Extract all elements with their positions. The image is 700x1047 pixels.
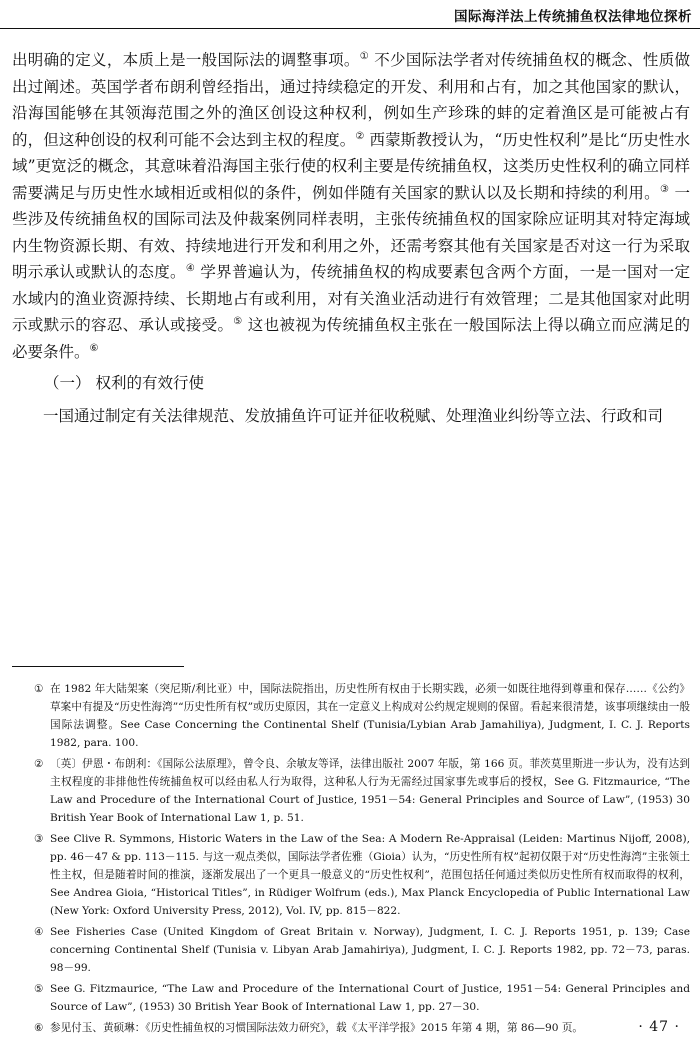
section-heading	[44, 372, 204, 394]
footnotes	[12, 680, 690, 1040]
footnote-rule	[12, 666, 184, 667]
footnote-item	[12, 680, 690, 752]
footnote-item	[12, 980, 690, 1016]
footnote-number: ①	[34, 683, 44, 695]
footnote-item	[12, 923, 690, 977]
body-text	[12, 47, 690, 365]
text-run: 学界普遍认为，传统捕鱼权的构成要素包含两个方面，一是一国对一定水域内的渔业资源持续、长期地占有或利用，对有关渔业活动进行有效管理；二是其他国家对此明示或默示的容忍、承认或接受。	[12, 263, 690, 334]
footnote-text: 参见付玉、黄硕琳：《历史性捕鱼权的习惯国际法效力研究》，载《太平洋学报》2015 年第 4 期，第 86—90 页。	[50, 1022, 584, 1034]
footnote-item	[12, 1019, 690, 1037]
footnote-item	[12, 755, 690, 827]
text-run: 西蒙斯教授认为，“历史性权利”是比“历史性水域”更宽泛的概念，其意味着沿海国主张行使的权利主要是传统捕鱼权，这类历史性权利的确立同样需要满足与历史性水域相近或相似的条件，例如伴随有关国家的默认以及长期和持续的利用。	[12, 130, 690, 202]
footnote-marker[interactable]: ①	[359, 50, 369, 62]
footnote-number: ④	[34, 926, 44, 938]
section-number: （一）	[44, 374, 91, 392]
running-header-title: 国际海洋法上传统捕鱼权法律地位探析	[454, 9, 692, 25]
footnote-item	[12, 830, 690, 920]
text-run: 一些涉及传统捕鱼权的国际司法及仲裁案例同样表明，主张传统捕鱼权的国家除应证明其对特定海域内生物资源长期、有效、持续地进行开发和利用之外，还需考察其他有关国家是否对这一行为采取明示承认或默认的态度。	[12, 183, 690, 281]
footnote-marker[interactable]: ②	[355, 130, 365, 142]
section-title: 权利的有效行使	[95, 374, 204, 392]
footnote-text: See Clive R. Symmons, Historic Waters in the Law of the Sea: A Modern Re-Appraisal (Leiden: Martinus Nijoff, 2008), pp. 46－47 & pp. 113－115. 与这一观点类似，国际法学者佐雅（Gioia）认为，“历史性所有权”起初仅限于对“历史性海湾”主张领土性主权，但是随着时间的推演，逐渐发展出了一个更具一般意义的“历史性权利”，范围包括任何通过类似历史性所有权而取得的权利，See Andrea Gioia, “Historical Titles”, in Rüdiger Wolfrum (eds.), Max Planck Encyclopedia of Public International Law (New York: Oxford University Press, 2012), Vol. IV, pp. 815－822.	[50, 833, 690, 917]
text-run: 出明确的定义，本质上是一般国际法的调整事项。	[12, 51, 360, 69]
body-paragraph	[12, 47, 690, 365]
footnote-marker[interactable]: ⑤	[233, 315, 243, 327]
footnote-text: 在 1982 年大陆架案（突尼斯/利比亚）中，国际法院指出，历史性所有权由于长期实践，必须一如既往地得到尊重和保存……《公约》草案中有提及“历史性海湾”“历史性所有权”或历史原因，其在一定意义上构成对公约规定规则的保留。看起来很清楚，该事项继续由一般国际法调整。See Case Concerning the Continental Shelf (Tunisia/Lybian Arab Jamahiliya), Judgment, I. C. J. Reports 1982, para. 100.	[50, 683, 690, 749]
footnote-marker[interactable]: ④	[185, 262, 196, 274]
footnote-marker[interactable]: ⑥	[89, 342, 99, 354]
footnote-number: ⑥	[34, 1022, 44, 1034]
section-body	[12, 403, 690, 430]
header-rule	[0, 28, 700, 29]
text-run: 不少国际法学者对传统捕鱼权的概念、性质做出过阐述。英国学者布朗利曾经指出，通过持续稳定的开发、利用和占有，加之其他国家的默认，沿海国能够在其领海范围之外的渔区创设这种权利，例如生产珍珠的蚌的定着渔区是可能被占有的，但这种创设的权利可能不会达到主权的程度。	[12, 51, 690, 149]
section-paragraph: 一国通过制定有关法律规范、发放捕鱼许可证并征收税赋、处理渔业纠纷等立法、行政和司	[43, 407, 664, 425]
footnote-number: ③	[34, 833, 44, 845]
footnote-number: ②	[34, 758, 44, 770]
running-header	[0, 0, 700, 30]
text-run: 这也被视为传统捕鱼权主张在一般国际法上得以确立而应满足的必要条件。	[12, 316, 690, 361]
page-number: · 47 ·	[638, 1019, 680, 1035]
footnote-marker[interactable]: ③	[659, 183, 670, 195]
footnote-text: See G. Fitzmaurice, “The Law and Procedure of the International Court of Justice, 1951－54: General Principles and Source of Law”, (1953) 30 British Year Book of International Law 1, pp. 27－30.	[50, 983, 690, 1013]
footnote-text: 〔英〕伊恩・布朗利：《国际公法原理》，曾令良、余敏友等译，法律出版社 2007 年版，第 166 页。菲茨莫里斯进一步认为，没有达到主权程度的非排他性传统捕鱼权可以经由私人行为取得，这种私人行为无需经过国家事先或事后的授权，See G. Fitzmaurice, “The Law and Procedure of the International Court of Justice, 1951－54: General Principles and Source of Law”, (1953) 30 British Year Book of International Law 1, p. 51.	[50, 758, 690, 824]
footnote-number: ⑤	[34, 983, 44, 995]
footnote-text: See Fisheries Case (United Kingdom of Great Britain v. Norway), Judgment, I. C. J. Reports 1951, p. 139; Case concerning Continental Shelf (Tunisia v. Libyan Arab Jamahiriya), Judgment, I. C. J. Reports 1982, pp. 72－73, paras. 98－99.	[50, 926, 690, 974]
